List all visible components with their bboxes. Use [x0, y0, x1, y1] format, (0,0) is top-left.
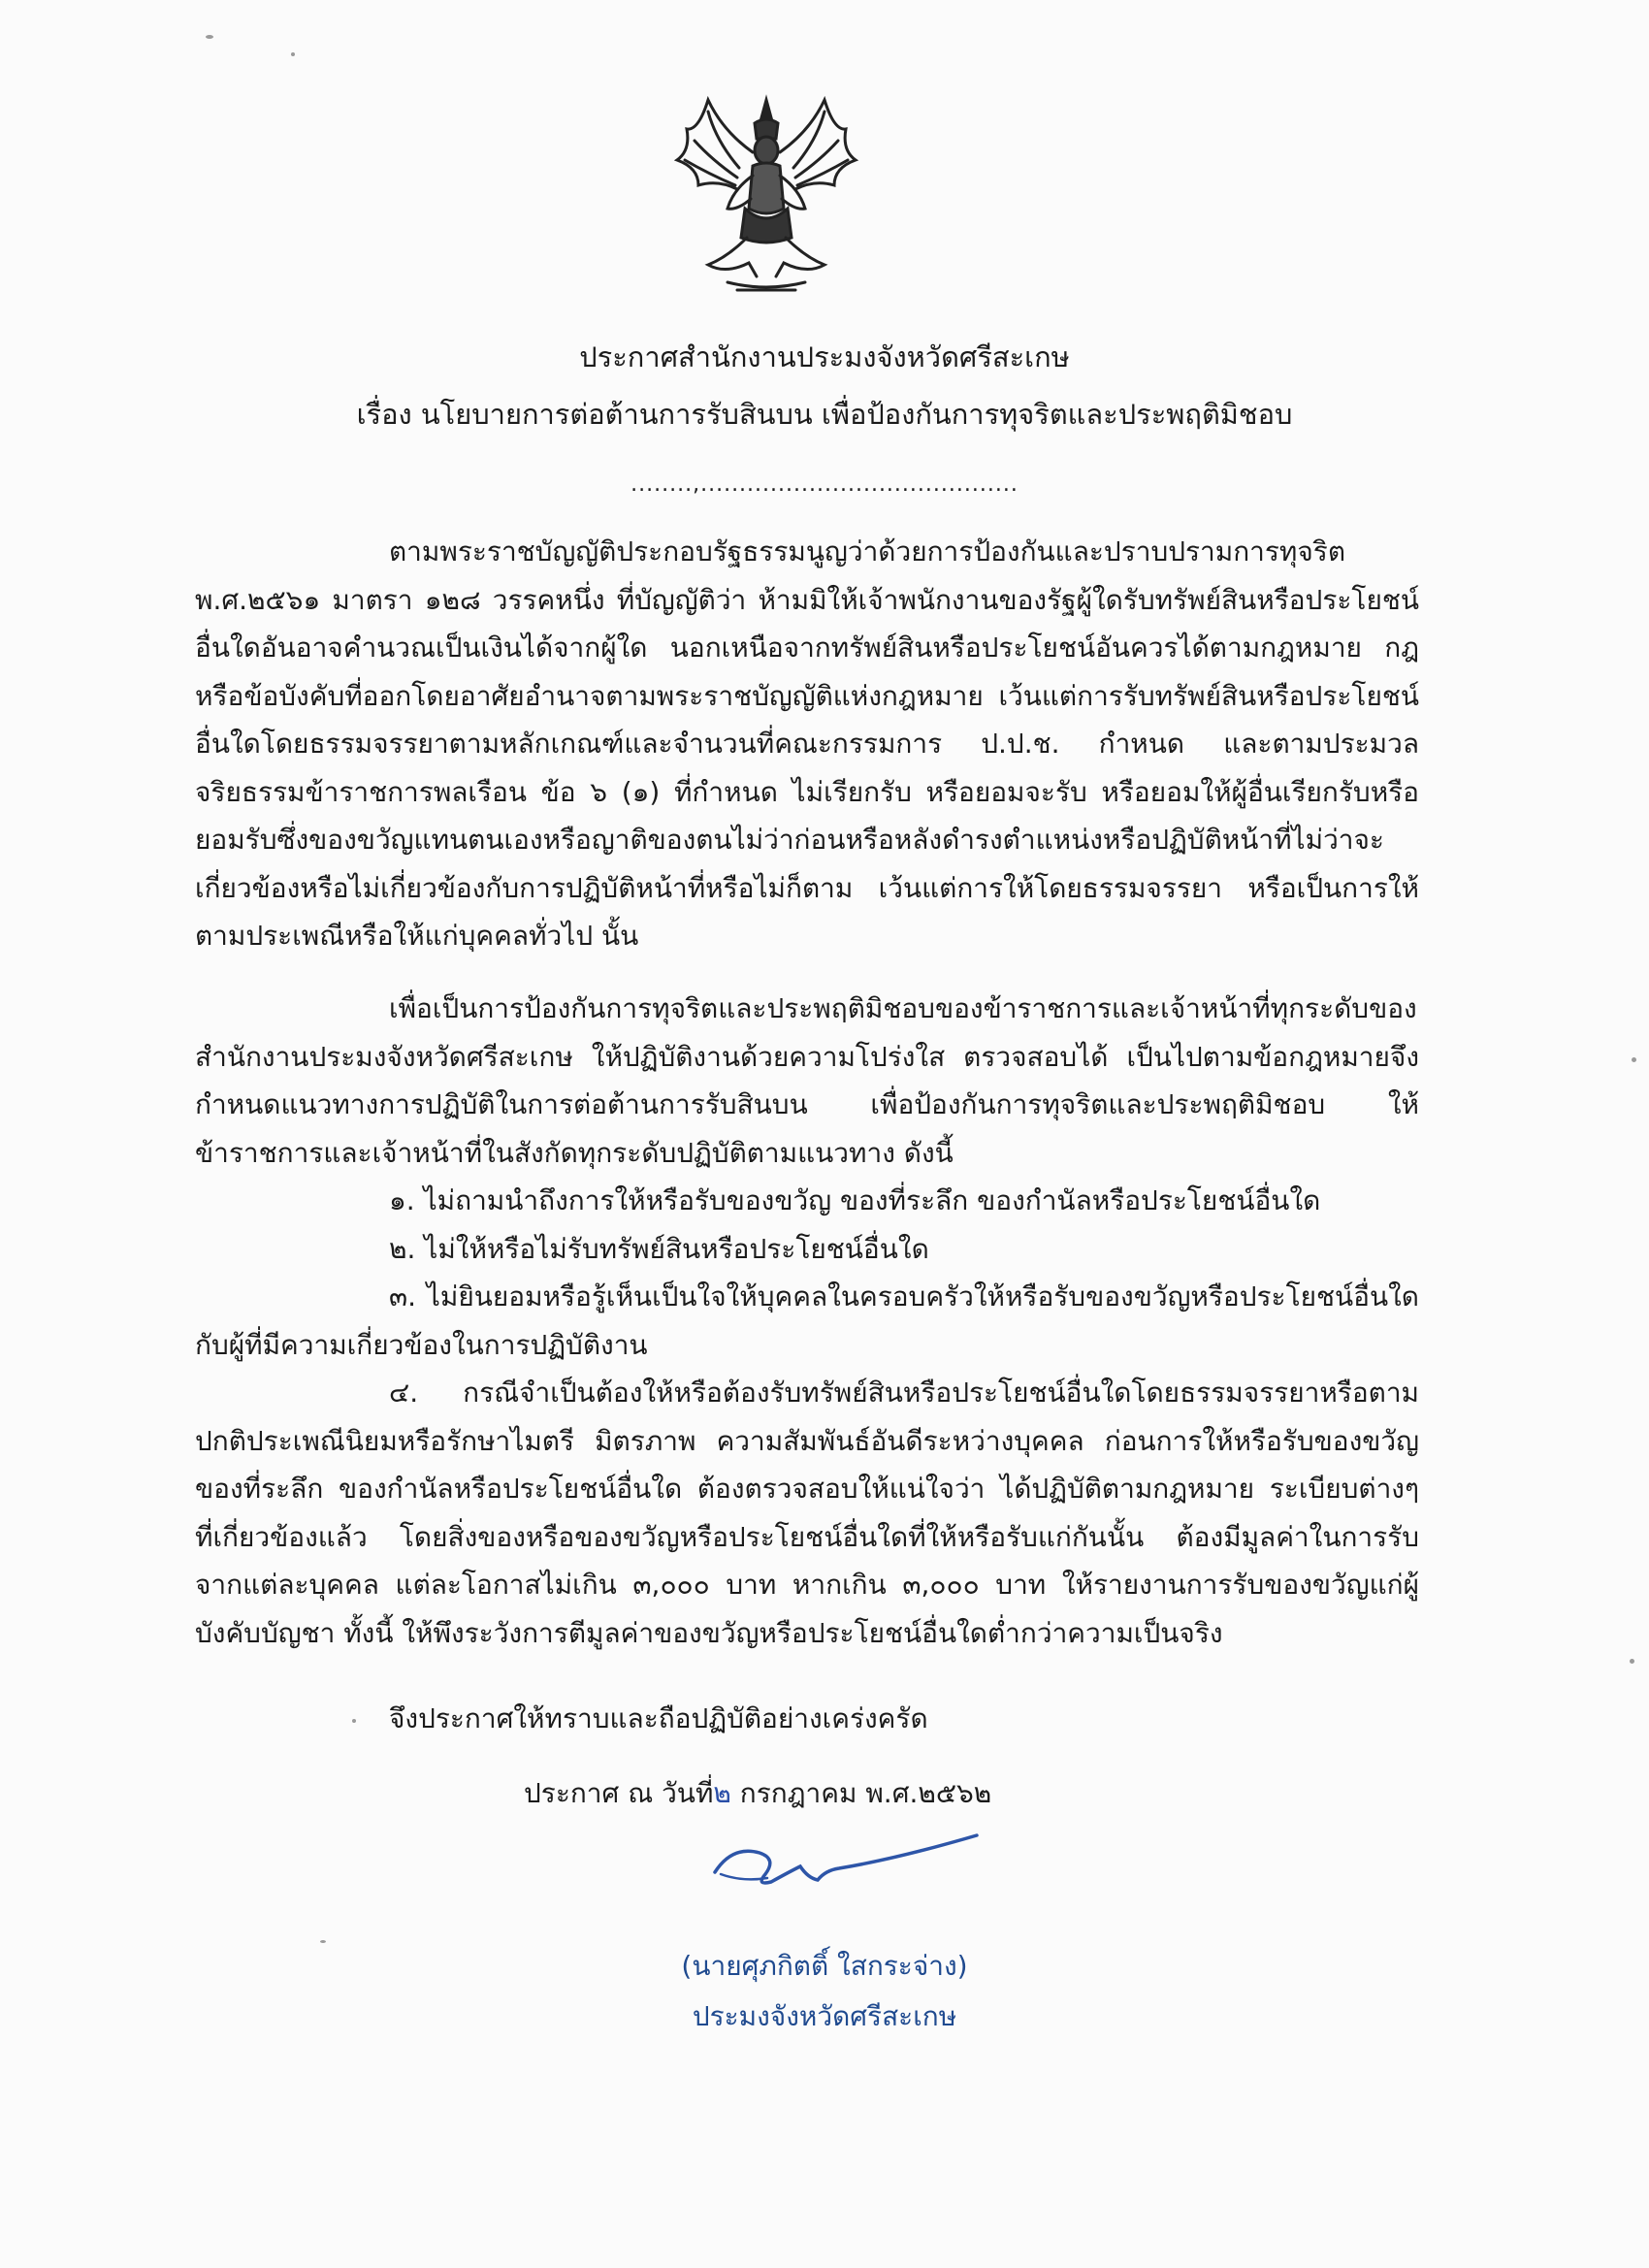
date-day: ๒	[713, 1777, 731, 1809]
garuda-emblem-icon	[669, 92, 863, 296]
conclusion-text: จึงประกาศให้ทราบและถือปฏิบัติอย่างเคร่งครัด	[389, 1702, 928, 1734]
separator-line: ........,.........................................	[630, 472, 1018, 497]
list-item: ๔. กรณีจำเป็นต้องให้หรือต้องรับทรัพย์สินหรือประโยชน์อื่นใดโดยธรรมจรรยาหรือตามปกติประเพณีนิยมหรือรักษาไมตรี มิตรภาพ ความสัมพันธ์อันดีระหว่างบุคคล ก่อนการให้หรือรับของขวัญของที่ระลึก ของกำนัลหรือประโยชน์อื่นใด ต้องตรวจสอบให้แน่ใจว่า ได้ปฏิบัติตามกฎหมาย ระเบียบต่างๆ ที่เกี่ยวข้องแล้ว โดยสิ่งของหรือของขวัญหรือประโยชน์อื่นใดที่ให้หรือรับแก่กันนั้น ต้องมีมูลค่าในการรับจากแต่ละบุคคล แต่ละโอกาสไม่เกิน ๓,๐๐๐ บาท หากเกิน ๓,๐๐๐ บาท ให้รายงานการรับของขวัญแก่ผู้บังคับบัญชา ทั้งนี้ ให้พึงระวังการตีมูลค่าของขวัญหรือประโยชน์อื่นใดต่ำกว่าความเป็นจริง	[195, 1377, 1419, 1649]
agency-heading: ประกาศสำนักงานประมงจังหวัดศรีสะเกษ	[579, 340, 1070, 373]
handwritten-signature	[703, 1824, 985, 1921]
scan-speck	[320, 1940, 326, 1943]
scan-speck	[1632, 1057, 1636, 1062]
scan-speck	[352, 1719, 356, 1723]
date-prefix: ประกาศ ณ วันที่	[524, 1777, 714, 1809]
paragraph-text: ตามพระราชบัญญัติประกอบรัฐธรรมนูญว่าด้วยการป้องกันและปราบปรามการทุจริต พ.ศ.๒๕๖๑ มาตรา ๑๒๘ วรรคหนึ่ง ที่บัญญัติว่า ห้ามมิให้เจ้าพนักงานของรัฐผู้ใดรับทรัพย์สินหรือประโยชน์อื่นใดอันอาจคำนวณเป็นเงินได้จากผู้ใด นอกเหนือจากทรัพย์สินหรือประโยชน์อันควรได้ตามกฎหมาย กฎ หรือข้อบังคับที่ออกโดยอาศัยอำนาจตามพระราชบัญญัติแห่งกฎหมาย เว้นแต่การรับทรัพย์สินหรือประโยชน์อื่นใดโดยธรรมจรรยาตามหลักเกณฑ์และจำนวนที่คณะกรรมการ ป.ป.ช. กำหนด และตามประมวลจริยธรรมข้าราชการพลเรือน ข้อ ๖ (๑) ที่กำหนด ไม่เรียกรับ หรือยอมจะรับ หรือยอมให้ผู้อื่นเรียกรับหรือยอมรับซึ่งของขวัญแทนตนเองหรือญาติของตนไม่ว่าก่อนหรือหลังดำรงตำแหน่งหรือปฏิบัติหน้าที่ไม่ว่าจะเกี่ยวข้องหรือไม่เกี่ยวข้องกับการปฏิบัติหน้าที่หรือไม่ก็ตาม เว้นแต่การให้โดยธรรมจรรยา หรือเป็นการให้ตามประเพณีหรือให้แก่บุคคลทั่วไป นั้น	[195, 535, 1419, 952]
list-item: ๒. ไม่ให้หรือไม่รับทรัพย์สินหรือประโยชน์อื่นใด	[389, 1232, 929, 1265]
subject-heading: เรื่อง นโยบายการต่อต้านการรับสินบน เพื่อป้องกันการทุจริตและประพฤติมิชอบ	[356, 398, 1293, 431]
date-rest: กรกฎาคม พ.ศ.๒๕๖๒	[730, 1777, 992, 1809]
signatory-name: (นายศุภกิตติ์ ใสกระจ่าง)	[681, 1950, 968, 1982]
scan-speck	[1630, 1659, 1634, 1664]
announcement-date	[524, 1772, 991, 1815]
signatory-position: ประมงจังหวัดศรีสะเกษ	[692, 2000, 957, 2032]
body-paragraph-1	[195, 528, 1419, 960]
body-paragraph-2	[195, 985, 1419, 1657]
paragraph-text: เพื่อเป็นการป้องกันการทุจริตและประพฤติมิชอบของข้าราชการและเจ้าหน้าที่ทุกระดับของสำนักงานประมงจังหวัดศรีสะเกษ ให้ปฏิบัติงานด้วยความโปร่งใส ตรวจสอบได้ เป็นไปตามข้อกฎหมายจึงกำหนดแนวทางการปฏิบัติในการต่อต้านการรับสินบน เพื่อป้องกันการทุจริตและประพฤติมิชอบ ให้ข้าราชการและเจ้าหน้าที่ในสังกัดทุกระดับปฏิบัติตามแนวทาง ดังนี้	[195, 992, 1419, 1169]
scan-speck	[291, 52, 295, 56]
list-item: ๓. ไม่ยินยอมหรือรู้เห็นเป็นใจให้บุคคลในครอบครัวให้หรือรับของขวัญหรือประโยชน์อื่นใดกับผู้ที่มีความเกี่ยวข้องในการปฏิบัติงาน	[195, 1280, 1419, 1361]
scan-speck	[206, 35, 213, 39]
list-item: ๑. ไม่ถามนำถึงการให้หรือรับของขวัญ ของที่ระลึก ของกำนัลหรือประโยชน์อื่นใด	[389, 1184, 1321, 1216]
